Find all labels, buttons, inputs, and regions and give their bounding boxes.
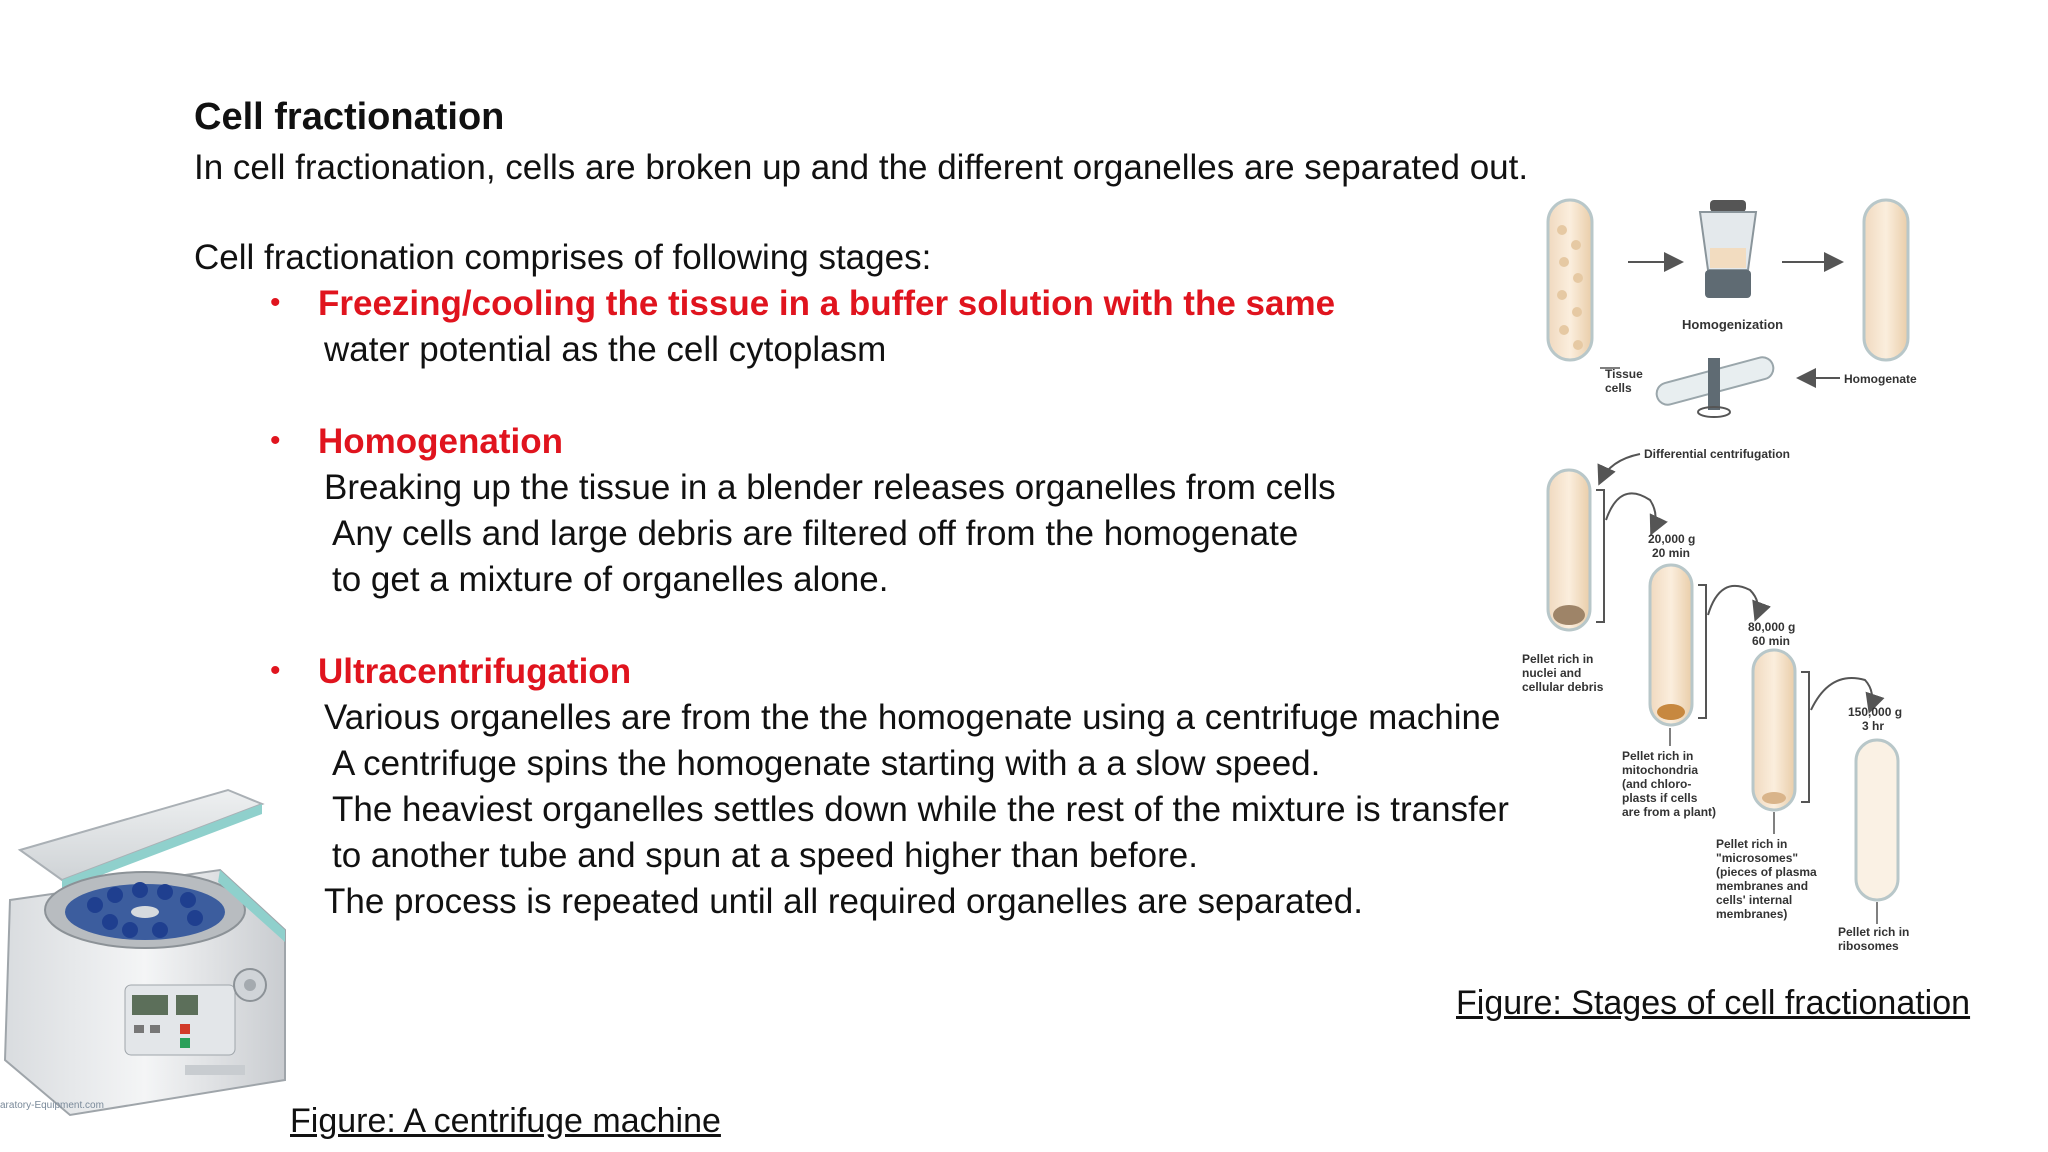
blender-icon xyxy=(1700,200,1756,298)
label-spin1-time: 20 min xyxy=(1652,546,1691,560)
bullet-dot: • xyxy=(270,424,281,457)
stage-line: Any cells and large debris are filtered off from the homogenate xyxy=(332,514,1299,553)
label-differential: Differential centrifugation xyxy=(1644,447,1791,461)
bullet-dot: • xyxy=(270,654,281,687)
tissue-tube xyxy=(1548,200,1592,360)
label-pellet3-line: membranes and xyxy=(1716,879,1809,893)
stage-line: Various organelles are from the the homogenate using a centrifuge machine xyxy=(324,698,1501,737)
label-pellet3-line: cells' internal xyxy=(1716,893,1793,907)
label-spin3-speed: 150,000 g xyxy=(1848,705,1903,719)
centrifuge-machine-image xyxy=(0,780,300,1120)
label-pellet1-line: cellular debris xyxy=(1522,680,1604,694)
label-homogenization: Homogenization xyxy=(1682,317,1784,332)
stage-line: A centrifuge spins the homogenate starting with a a slow speed. xyxy=(332,744,1321,783)
stage-line: water potential as the cell cytoplasm xyxy=(324,330,887,369)
label-pellet2: Pellet rich in xyxy=(1622,749,1694,763)
label-pellet1: Pellet rich in xyxy=(1522,652,1594,666)
stage-heading-ultracentrifugation: Ultracentrifugation xyxy=(318,652,632,691)
label-pellet4-line: ribosomes xyxy=(1838,939,1899,953)
label-cells: cells xyxy=(1605,381,1632,395)
stage-line: The heaviest organelles settles down while the rest of the mixture is transfer xyxy=(332,790,1509,829)
caption-stages: Figure: Stages of cell fractionation xyxy=(1456,984,1971,1022)
label-spin3-time: 3 hr xyxy=(1862,719,1885,733)
label-pellet2-line: plasts if cells xyxy=(1622,791,1698,805)
label-spin2-time: 60 min xyxy=(1752,634,1791,648)
stage-heading-homogenation: Homogenation xyxy=(318,422,563,461)
homogenate-tube xyxy=(1864,200,1908,360)
label-homogenate: Homogenate xyxy=(1844,372,1917,386)
stage-line: to another tube and spun at a speed higher than before. xyxy=(332,836,1198,875)
label-pellet4: Pellet rich in xyxy=(1838,925,1910,939)
label-pellet2-line: (and chloro- xyxy=(1622,777,1692,791)
label-pellet3: Pellet rich in xyxy=(1716,837,1788,851)
stage-line: The process is repeated until all required organelles are separated. xyxy=(324,882,1363,921)
label-pellet1-line: nuclei and xyxy=(1522,666,1582,680)
stage-line: Breaking up the tissue in a blender releases organelles from cells xyxy=(324,468,1336,507)
label-tissue: Tissue xyxy=(1605,367,1643,381)
label-spin1-speed: 20,000 g xyxy=(1648,532,1696,546)
centrifuge-tube-4 xyxy=(1856,740,1898,900)
label-pellet2-line: are from a plant) xyxy=(1622,805,1717,819)
stage-heading-freezing: Freezing/cooling the tissue in a buffer solution with the same xyxy=(318,284,1336,323)
label-pellet3-line: "microsomes" xyxy=(1716,851,1799,865)
centrifuge-tube-1 xyxy=(1548,470,1590,630)
caption-centrifuge: Figure: A centrifuge machine xyxy=(290,1102,721,1140)
label-spin2-speed: 80,000 g xyxy=(1748,620,1796,634)
label-pellet3-line: membranes) xyxy=(1716,907,1788,921)
centrifuge-tube-2 xyxy=(1650,565,1692,725)
page-title: Cell fractionation xyxy=(194,96,505,138)
cell-fractionation-diagram xyxy=(1500,190,1970,970)
stage-line: to get a mixture of organelles alone. xyxy=(332,560,889,599)
bullet-dot: • xyxy=(270,286,281,319)
centrifuge-tube-3 xyxy=(1753,650,1795,810)
stages-intro: Cell fractionation comprises of following stages: xyxy=(194,238,932,277)
label-pellet3-line: (pieces of plasma xyxy=(1716,865,1817,879)
rotor-icon xyxy=(1654,355,1776,417)
label-pellet2-line: mitochondria xyxy=(1622,763,1699,777)
watermark-text: aratory-Equipment.com xyxy=(0,1100,104,1111)
intro-text: In cell fractionation, cells are broken up and the different organelles are separated out. xyxy=(194,148,1529,187)
